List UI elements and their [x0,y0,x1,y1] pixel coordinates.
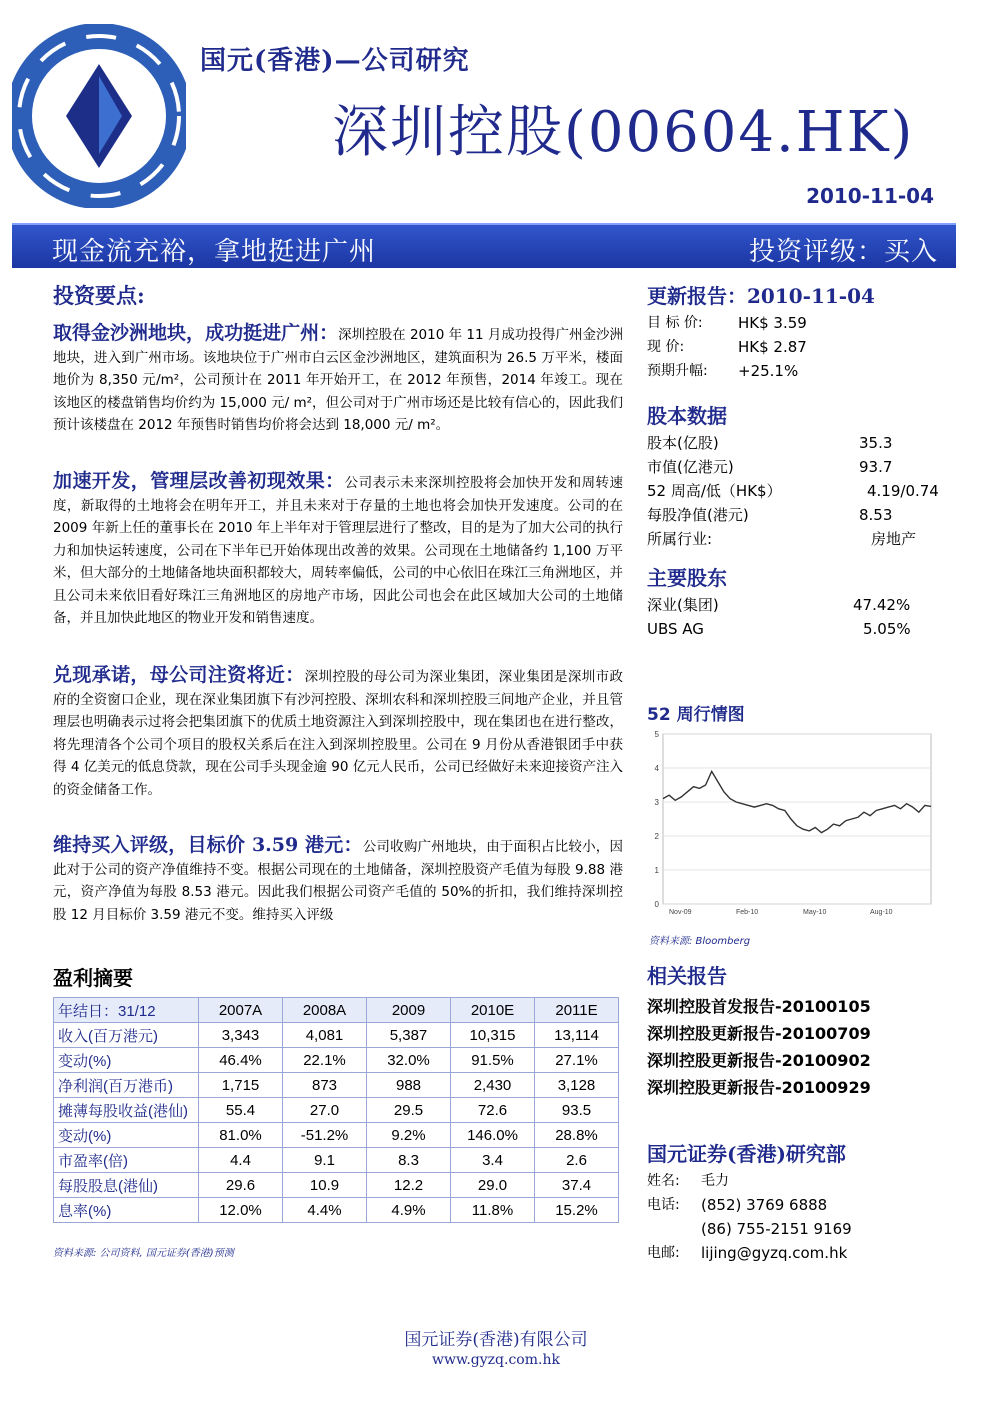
point-3 [53,664,623,801]
table-header: 2009 [367,998,451,1023]
kv-value: 93.7 [859,458,893,476]
kv-value: 8.53 [859,506,893,524]
kv-row [647,1241,947,1265]
kv-value: 47.42% [853,596,911,614]
company-title: 深圳控股(00604.HK) [332,100,915,165]
holders-title: 主要股东 [647,566,727,590]
table-cell: 146.0% [451,1123,535,1148]
table-cell: -51.2% [283,1123,367,1148]
kv-row [647,359,947,383]
point-heading: 取得金沙洲地块，成功挺进广州： [53,322,339,344]
footer-company: 国元证券(香港)有限公司 [404,1330,588,1350]
earnings-source: 资料来源: 公司资料, 国元证券(香港)预测 [53,1248,234,1259]
table-cell: 10.9 [283,1173,367,1198]
related-block [647,960,947,1101]
kv-row [647,527,947,551]
related-title: 相关报告 [647,964,727,988]
kv-key: UBS AG [647,620,704,638]
table-cell: 4,081 [283,1023,367,1048]
table-cell: 81.0% [199,1123,283,1148]
table-header: 2010E [451,998,535,1023]
table-row [54,1123,619,1148]
point-text: 公司表示未来深圳控股将会加快开发和周转速度，新取得的土地将会在明年开工，并且未来对于存量的土地也将会加快开发速度。公司的在 2009 年新上任的董事长在 2010 年上半年对于管理层进行了整改，目的是为了加大公司的执行力和加快运转速度，公司在下半年已开始体现出改善的效果。公司现在土地储备约 1,100 万平米，但大部分的土地储备地块面积都较大，周转率偏低，公司的中心依旧在珠江三角洲地区，并且公司未来依旧看好珠江三角洲地区的房地产市场，因此公司也会在此区域加大公司的土地储备，并且加快此地区的物业开发和销售速度。 [53,475,623,626]
table-row [54,1023,619,1048]
y-tick-label: 2 [654,832,659,841]
table-cell: 4.4% [283,1198,367,1223]
table-cell: 4.4 [199,1148,283,1173]
table-cell: 3,128 [535,1073,619,1098]
table-cell: 28.8% [535,1123,619,1148]
table-cell: 收入(百万港元) [54,1023,199,1048]
kv-value: HK$ 2.87 [738,338,807,356]
point-1 [53,322,623,437]
update-block [647,280,947,383]
table-row [54,1048,619,1073]
firm-title: 国元(香港)—公司研究 [200,46,470,76]
table-cell: 变动(%) [54,1123,199,1148]
x-tick-label: Nov-09 [669,909,692,916]
earnings-title: 盈利摘要 [53,966,133,990]
earnings-table [53,997,619,1223]
kv-value: 35.3 [859,434,893,452]
price-chart-source: 资料来源: Bloomberg [649,936,751,947]
table-cell: 市盈率(倍) [54,1148,199,1173]
kv-key: 所属行业: [647,530,713,548]
table-row [54,1098,619,1123]
table-cell: 13,114 [535,1023,619,1048]
table-cell: 46.4% [199,1048,283,1073]
contact-title: 国元证券(香港)研究部 [647,1142,846,1166]
table-cell: 27.1% [535,1048,619,1073]
table-cell: 1,715 [199,1073,283,1098]
x-tick-label: Aug-10 [870,909,893,916]
report-date: 2010-11-04 [806,184,934,208]
table-row [54,1148,619,1173]
table-cell: 2,430 [451,1073,535,1098]
related-report: 深圳控股更新报告-20100929 [647,1078,871,1097]
table-cell: 12.0% [199,1198,283,1223]
table-cell: 变动(%) [54,1048,199,1073]
table-cell: 3,343 [199,1023,283,1048]
point-heading: 兑现承诺，母公司注资将近： [53,664,305,686]
kv-row [647,335,947,359]
kv-row [647,455,947,479]
point-2 [53,470,623,630]
kv-row [647,311,947,335]
table-cell: 29.5 [367,1098,451,1123]
table-cell: 息率(%) [54,1198,199,1223]
kv-value: (86) 755-2151 9169 [701,1220,852,1238]
plot-area [663,734,931,904]
table-cell: 每股股息(港仙) [54,1173,199,1198]
table-cell: 32.0% [367,1048,451,1073]
kv-row [647,1193,947,1217]
footer-website[interactable]: www.gyzq.com.hk [432,1352,560,1368]
table-row [54,1073,619,1098]
table-cell: 3.4 [451,1148,535,1173]
table-cell: 2.6 [535,1148,619,1173]
table-cell: 93.5 [535,1098,619,1123]
headline: 现金流充裕，拿地挺进广州 [52,237,377,267]
table-cell: 27.0 [283,1098,367,1123]
kv-key: 姓名: [647,1173,680,1189]
kv-value: HK$ 3.59 [738,314,807,332]
table-cell: 摊薄每股收益(港仙) [54,1098,199,1123]
table-cell: 9.1 [283,1148,367,1173]
table-header-row [54,998,619,1023]
y-tick-label: 5 [654,730,659,739]
table-header: 2007A [199,998,283,1023]
point-4 [53,834,623,926]
table-cell: 37.4 [535,1173,619,1198]
kv-key: 电邮: [647,1245,680,1261]
table-cell: 5,387 [367,1023,451,1048]
contact-block [647,1138,947,1265]
table-cell: 29.6 [199,1173,283,1198]
update-title: 更新报告：2010-11-04 [647,284,875,308]
point-text: 深圳控股在 2010 年 11 月成功投得广州金沙洲地块，进入到广州市场。该地块位于广州市白云区金沙洲地区，建筑面积为 26.5 万平米，楼面地价为 8,350 元/m²，公司预计在 2011 年开始开工，在 2012 年预售，2014 年竣工。现在该地区的楼盘销售均价约为 15,000 元/ m²，但公司对于广州市场还是比较有信心的，因此我们预计该楼盘在 2012 年预售时销售均价将会达到 18,000 元/ m²。 [53,327,623,433]
table-header: 年结日：31/12 [54,998,199,1023]
table-cell: 4.9% [367,1198,451,1223]
point-heading: 加速开发，管理层改善初现效果： [53,470,345,492]
table-cell: 873 [283,1073,367,1098]
kv-key: 股本(亿股) [647,434,719,452]
table-row [54,1173,619,1198]
table-header: 2011E [535,998,619,1023]
kv-value: +25.1% [738,362,799,380]
kv-row [647,479,947,503]
table-cell: 净利润(百万港币) [54,1073,199,1098]
kv-value: 4.19/0.74 [867,482,939,500]
kv-row [647,593,947,617]
table-cell: 8.3 [367,1148,451,1173]
table-cell: 29.0 [451,1173,535,1198]
table-cell: 72.6 [451,1098,535,1123]
kv-key: 52 周高/低（HK$） [647,482,782,500]
kv-value: 房地产 [871,530,917,548]
point-text: 深圳控股的母公司为深业集团，深业集团是深圳市政府的全资窗口企业，现在深业集团旗下有沙河控股、深圳农科和深圳控股三间地产企业，并且管理层也明确表示过将会把集团旗下的优质土地资源注入到深圳控股中，现在集团也在进行整改，将先理清各个公司个项目的股权关系后在注入到深圳控股里。公司在 9 月份从香港银团手中获得 4 亿美元的低息贷款，现在公司手头现金逾 90 亿元人民币，公司已经做好未来迎接资产注入的资金储备工作。 [53,669,623,798]
kv-row [647,503,947,527]
related-report: 深圳控股更新报告-20100902 [647,1051,871,1070]
table-cell: 988 [367,1073,451,1098]
kv-key: 市值(亿港元) [647,458,734,476]
table-cell: 55.4 [199,1098,283,1123]
kv-key: 深业(集团) [647,596,719,614]
kv-row [647,617,947,641]
kv-key: 预期升幅: [647,363,708,379]
kv-value: 5.05% [863,620,911,638]
share-data-title: 股本数据 [647,404,727,428]
table-cell: 91.5% [451,1048,535,1073]
related-report: 深圳控股首发报告-20100105 [647,997,871,1016]
point-heading: 维持买入评级，目标价 3.59 港元： [53,834,363,856]
section-title: 投资要点: [53,283,145,308]
x-tick-label: Feb-10 [736,909,759,916]
rating: 投资评级：买入 [748,237,938,267]
kv-row [647,431,947,455]
kv-value: (852) 3769 6888 [701,1196,828,1214]
share-data-block [647,400,947,551]
kv-key: 每股净值(港元) [647,506,749,524]
kv-key: 现 价: [647,339,685,355]
kv-value: 毛力 [701,1173,729,1189]
table-cell: 9.2% [367,1123,451,1148]
kv-row [647,1217,947,1241]
kv-key: 电话: [647,1197,680,1213]
y-tick-label: 0 [654,900,659,909]
x-tick-label: May-10 [803,909,827,916]
price-chart [647,726,937,924]
y-tick-label: 1 [654,866,659,875]
table-cell: 22.1% [283,1048,367,1073]
price-chart-title: 52 周行情图 [647,705,745,725]
table-cell: 11.8% [451,1198,535,1223]
table-header: 2008A [283,998,367,1023]
headline-banner [12,223,956,268]
table-cell: 15.2% [535,1198,619,1223]
holders-block [647,562,947,641]
table-row [54,1198,619,1223]
point-text: 公司收购广州地块，由于面积占比较小，因此对于公司的资产净值维持不变。根据公司现在的土地储备，深圳控股资产毛值为每股 9.88 港元，资产净值为每股 8.53 港元。因此我们根据公司资产毛值的 50%的折扣，我们维持深圳控股 12 月目标价 3.59 港元不变。维持买入评级 [53,839,623,923]
kv-value[interactable]: lijing@gyzq.com.hk [701,1244,848,1262]
related-report: 深圳控股更新报告-20100709 [647,1024,871,1043]
table-cell: 10,315 [451,1023,535,1048]
kv-row [647,1169,947,1193]
company-logo [12,24,186,208]
y-tick-label: 3 [654,798,659,807]
kv-key: 目 标 价: [647,315,703,331]
table-cell: 12.2 [367,1173,451,1198]
y-tick-label: 4 [654,764,659,773]
